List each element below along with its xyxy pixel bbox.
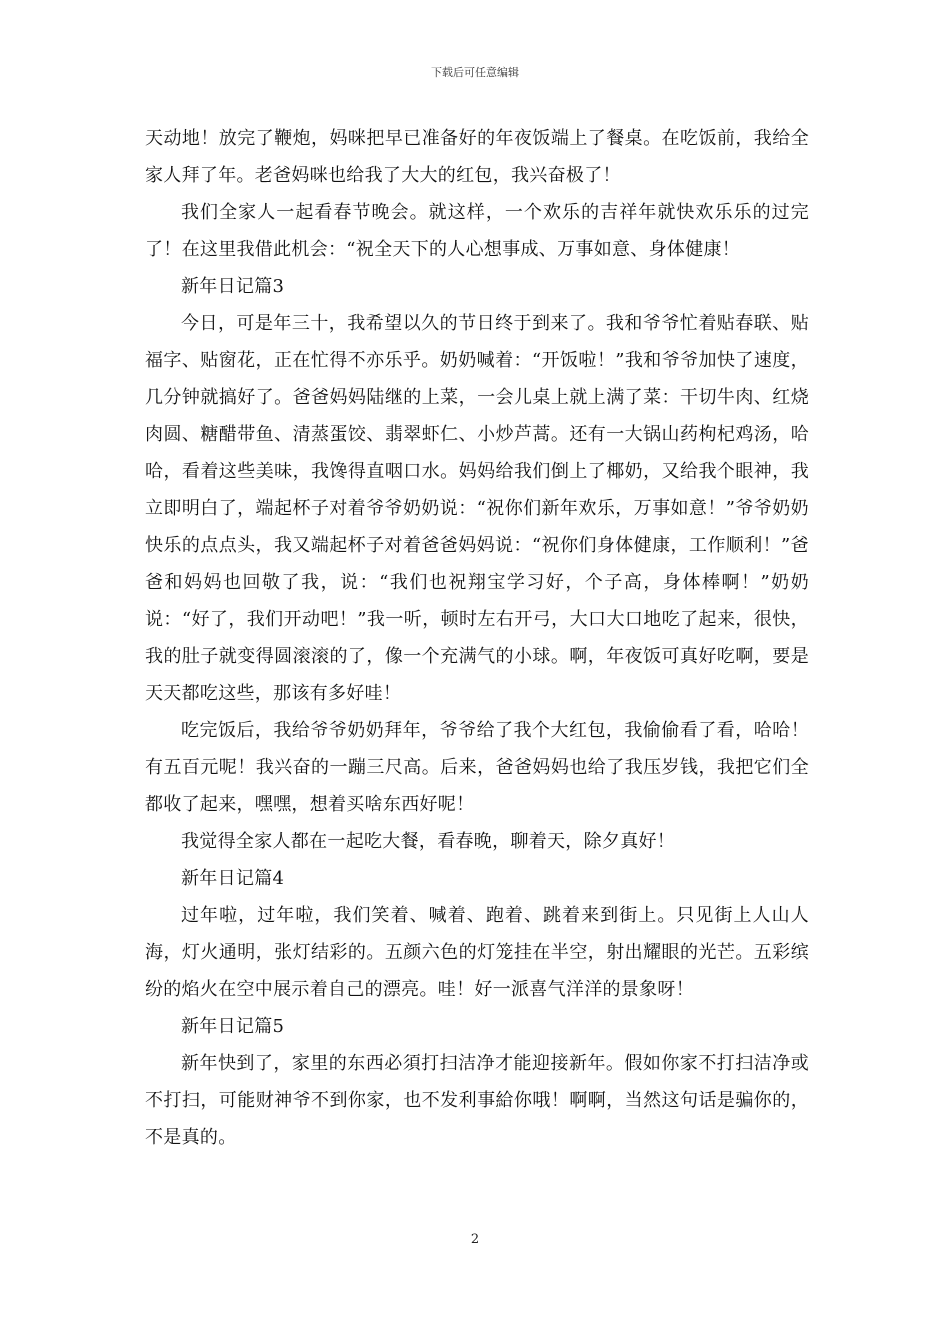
paragraph: 吃完饭后，我给爷爷奶奶拜年，爷爷给了我个大红包，我偷偷看了看，哈哈！有五百元呢！我兴奋的一蹦三尺高。后来，爸爸妈妈也给了我压岁钱，我把它们全都收了起来，嘿嘿，想着买啥东西好呢！ [145, 720, 809, 815]
section-heading: 新年日记篇5 [181, 1016, 285, 1037]
paragraph: 天动地！放完了鞭炮，妈咪把早已准备好的年夜饭端上了餐桌。在吃饭前，我给全家人拜了年。老爸妈咪也给我了大大的红包，我兴奋极了！ [145, 128, 809, 186]
paragraph: 过年啦，过年啦，我们笑着、喊着、跑着、跳着来到街上。只见街上人山人海，灯火通明，张灯结彩的。五颜六色的灯笼挂在半空，射出耀眼的光芒。五彩缤纷的焰火在空中展示着自己的漂亮。哇！好一派喜气洋洋的景象呀！ [145, 905, 809, 1000]
page-number: 2 [470, 1232, 480, 1247]
section-heading: 新年日记篇3 [181, 276, 285, 297]
paragraph: 新年快到了，家里的东西必須打扫洁净才能迎接新年。假如你家不打扫洁净或不打扫，可能财神爷不到你家，也不发利事給你哦！啊啊，当然这句话是骗你的，不是真的。 [145, 1053, 809, 1148]
document-body [145, 120, 809, 1156]
paragraph: 今日，可是年三十，我希望以久的节日终于到来了。我和爷爷忙着贴春联、贴福字、贴窗花，正在忙得不亦乐乎。奶奶喊着：“开饭啦！”我和爷爷加快了速度，几分钟就搞好了。爸爸妈妈陆继的上菜，一会儿桌上就上满了菜：干切牛肉、红烧肉圆、糖醋带鱼、清蒸蛋饺、翡翠虾仁、小炒芦蒿。还有一大锅山药枸杞鸡汤，哈哈，看着这些美味，我馋得直咽口水。妈妈给我们倒上了椰奶，又给我个眼神，我立即明白了，端起杯子对着爷爷奶奶说：“祝你们新年欢乐，万事如意！”爷爷奶奶快乐的点点头，我又端起杯子对着爸爸妈妈说：“祝你们身体健康，工作顺利！”爸爸和妈妈也回敬了我，说：“我们也祝翔宝学习好，个子高，身体棒啊！”奶奶说：“好了，我们开动吧！”我一听，顿时左右开弓，大口大口地吃了起来，很快，我的肚子就变得圆滚滚的了，像一个充满气的小球。啊，年夜饭可真好吃啊，要是天天都吃这些，那该有多好哇！ [145, 313, 809, 704]
section-heading: 新年日记篇4 [181, 868, 285, 889]
page-header: 下载后可任意编辑 [431, 66, 519, 79]
paragraph: 我觉得全家人都在一起吃大餐，看春晚，聊着天，除夕真好！ [181, 831, 676, 852]
paragraph: 我们全家人一起看春节晚会。就这样，一个欢乐的吉祥年就快欢乐乐的过完了！在这里我借此机会：“祝全天下的人心想事成、万事如意、身体健康！ [145, 202, 809, 260]
